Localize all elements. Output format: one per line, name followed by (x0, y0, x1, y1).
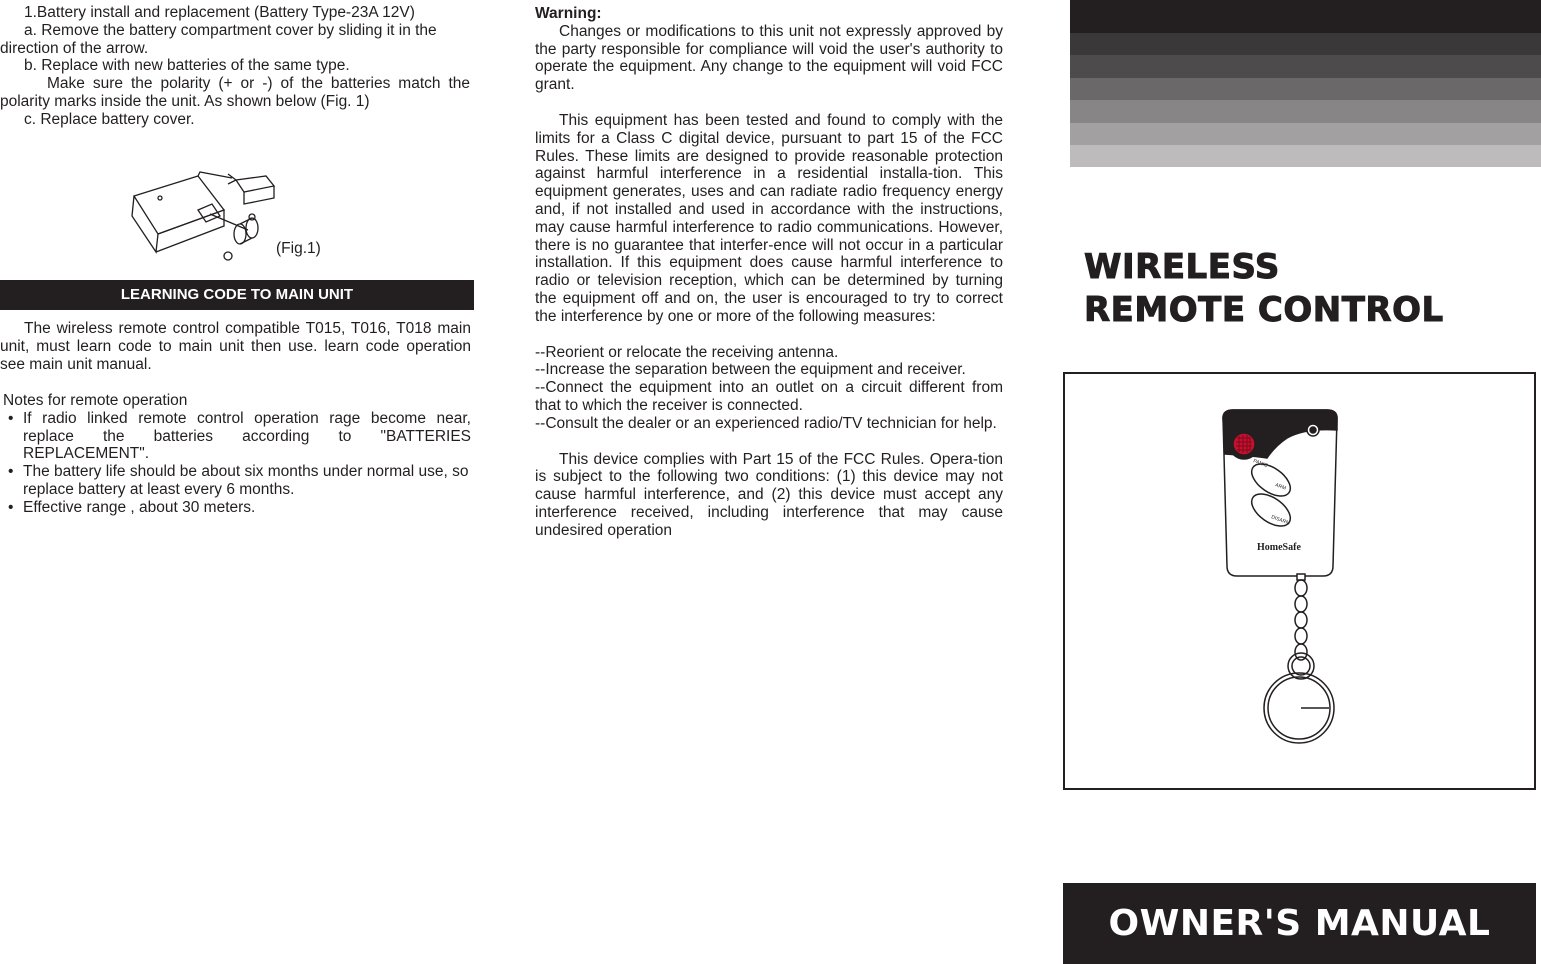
brand-logo: HomeSafe (1257, 542, 1301, 553)
battery-polarity-note: Make sure the polarity (+ or -) of the batteries match the polarity marks inside the unit. As shown below (Fig. 1) (0, 75, 470, 110)
warning-text: Changes or modifications to this unit not expressly approved by the party responsible for compliance will void the user's authority to operate the equipment. Any change to the equipment will void FCC grant. (535, 22, 1003, 94)
product-title-line: REMOTE CONTROL (1084, 290, 1444, 330)
product-illustration-frame (1063, 372, 1536, 790)
battery-step-a: a. Remove the battery compartment cover by sliding it in the direction of the arrow. (0, 21, 437, 57)
section-heading-learning-code: LEARNING CODE TO MAIN UNIT (0, 280, 474, 310)
list-item: • The battery life should be about six months under normal use, so replace battery at least every 6 months. (8, 463, 469, 498)
bullet: • (8, 409, 14, 427)
stripe (1070, 55, 1541, 77)
stripe (1070, 0, 1541, 33)
fcc-statement (535, 5, 1003, 540)
notes-title: Notes for remote operation (3, 392, 188, 409)
bullet: • (8, 498, 14, 516)
product-title-line: WIRELESS (1084, 247, 1280, 287)
stripe (1070, 33, 1541, 55)
owners-manual-footer: OWNER'S MANUAL (1063, 883, 1536, 964)
product-title (1084, 246, 1444, 332)
battery-diagram-icon (128, 170, 288, 266)
fcc-paragraph: This equipment has been tested and found to comply with the limits for a Class C digital device, pursuant to part 15 of the FCC Rules. These limits are designed to provide reasonable protection against harmful interference in a residential installa-tion. This equipment generates, uses and can radiate radio frequency energy and, if not installed and used in accordance with the instructions, may cause harmful interference to radio communications. However, there is no guarantee that interfer-ence will not occur in a particular installation. If this equipment does cause harmful interference to radio or television reception, which can be determined by turning the equipment off and on, the user is encouraged to try to correct the interference by one or more of the following measures: (535, 111, 1003, 325)
measure-item: --Connect the equipment into an outlet on a circuit different from that to which the receiver is connected. (535, 379, 1003, 414)
compliance-text: This device complies with Part 15 of the FCC Rules. Opera-tion is subject to the following two conditions: (1) this device may not cause harmful interference, and (2) this device must accept any interference received, including interference that may cause undesired operation (535, 450, 1003, 539)
list-item: • Effective range , about 30 meters. (8, 498, 256, 516)
arm-label: ARM (1274, 482, 1287, 492)
battery-step-heading: 1.Battery install and replacement (Battery Type-23A 12V) (24, 4, 415, 21)
stripe (1070, 78, 1541, 100)
stripe (1070, 123, 1541, 145)
battery-step-c: c. Replace battery cover. (24, 110, 195, 128)
battery-step-b: b. Replace with new batteries of the same type. (24, 57, 350, 75)
panic-label: PANIC (1252, 458, 1269, 469)
decorative-stripes (1070, 0, 1541, 168)
stripe (1070, 100, 1541, 122)
measure-item: --Increase the separation between the equipment and receiver. (535, 361, 966, 379)
list-item: • If radio linked remote control operation rage become near, replace the batteries according to "BATTERIES REPLACEMENT". (8, 409, 471, 463)
measure-item: --Reorient or relocate the receiving antenna. (535, 343, 839, 361)
measure-item: --Consult the dealer or an experienced radio/TV technician for help. (535, 414, 997, 432)
battery-instructions (0, 4, 470, 129)
remote-keyfob-icon (1215, 408, 1345, 754)
stripe (1070, 145, 1541, 167)
disarm-label: DISARM (1270, 514, 1291, 527)
bullet: • (8, 463, 14, 481)
notes-list (3, 410, 471, 517)
figure-caption: (Fig.1) (276, 240, 321, 257)
warning-title: Warning: (535, 5, 602, 22)
remote-notes (3, 392, 471, 517)
learning-code-text: The wireless remote control compatible T015, T016, T018 main unit, must learn code to main unit then use. learn code operation see main unit manual. (0, 320, 471, 373)
